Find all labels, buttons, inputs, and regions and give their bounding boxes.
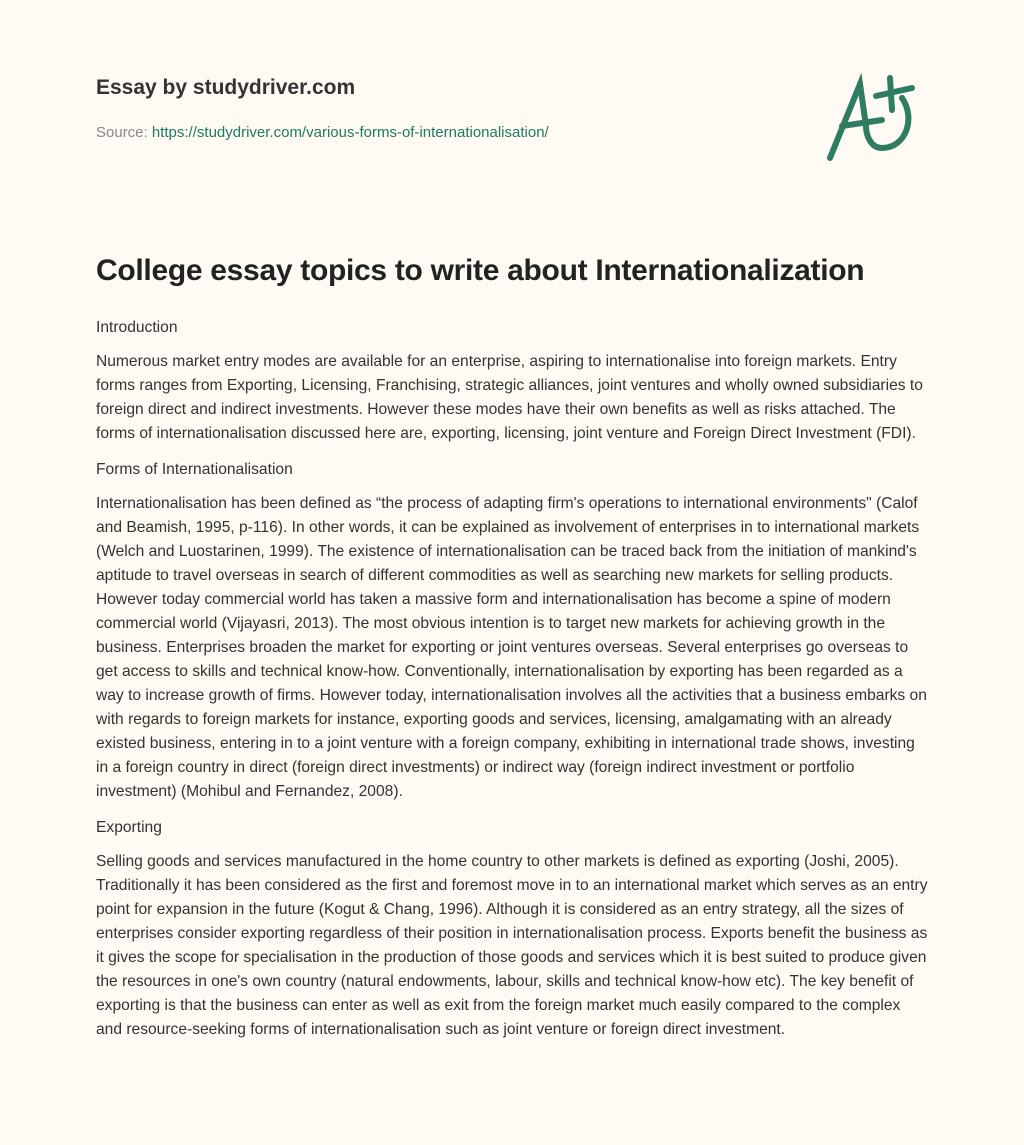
section-heading: Exporting — [96, 819, 162, 836]
source-label: Source: — [96, 124, 152, 141]
section-heading: Introduction — [96, 319, 178, 336]
paragraph: Selling goods and services manufactured in the home country to other markets is defined as exporting (Joshi, 2005). Traditionally it has been considered as the first and foremost move in to an international market which serves as an entry point for expansion in the future (Kogut & Chang, 1996). Although it is considered as an entry strategy, all the sizes of enterprises consider exporting regardless of their position in internationalisation process. Exports benefit the business as it gives the scope for specialisation in the production of those goods and services which it is best suited to produce given the resources in one's own country (natural endowments, labour, skills and technical know-how etc). The key benefit of exporting is that the business can enter as well as exit from the foreign market much easily compared to the complex and resource-seeking forms of internationalisation such as joint venture or foreign direct investment. — [96, 853, 928, 1038]
source-link[interactable]: https://studydriver.com/various-forms-of-internationalisation/ — [151, 124, 549, 141]
paragraph: Internationalisation has been defined as “the process of adapting firm's operations to international environments" (Calof and Beamish, 1995, p-116). In other words, it can be explained as involvement of enterprises in to international markets (Welch and Luostarinen, 1999). The existence of internationalisation can be traced back from the initiation of mankind's aptitude to travel overseas in search of different commodities as well as searching new markets for selling products. However today commercial world has taken a massive form and internationalisation has become a spine of modern commercial world (Vijayasri, 2013). The most obvious intention is to target new markets for achieving growth in the business. Enterprises broaden the market for exporting or joint ventures overseas. Several enterprises go overseas to get access to skills and technical know-how. Conventionally, internationalisation by exporting has been regarded as a way to increase growth of firms. However today, internationalisation involves all the activities that a business embarks on with regards to foreign markets for instance, exporting goods and services, licensing, amalgamating with an already existed business, entering in to a joint venture with a foreign company, exhibiting in international trade shows, investing in a foreign country in direct (foreign direct investments) or indirect way (foreign indirect investment or portfolio investment) (Mohibul and Fernandez, 2008). — [96, 495, 927, 800]
site-brand: Essay by studydriver.com — [96, 76, 356, 99]
source-line — [96, 124, 549, 141]
page-title: College essay topics to write about Internationalization — [96, 254, 865, 287]
a-plus-logo-icon — [820, 68, 930, 168]
paragraph: Numerous market entry modes are available for an enterprise, aspiring to internationalise into foreign markets. Entry forms ranges from Exporting, Licensing, Franchising, strategic alliances, joint ventures and wholly owned subsidiaries to foreign direct and indirect investments. However these modes have their own benefits as well as risks attached. The forms of internationalisation discussed here are, exporting, licensing, joint venture and Foreign Direct Investment (FDI). — [96, 353, 923, 442]
section-heading: Forms of Internationalisation — [96, 461, 293, 478]
essay-body — [96, 316, 930, 1054]
